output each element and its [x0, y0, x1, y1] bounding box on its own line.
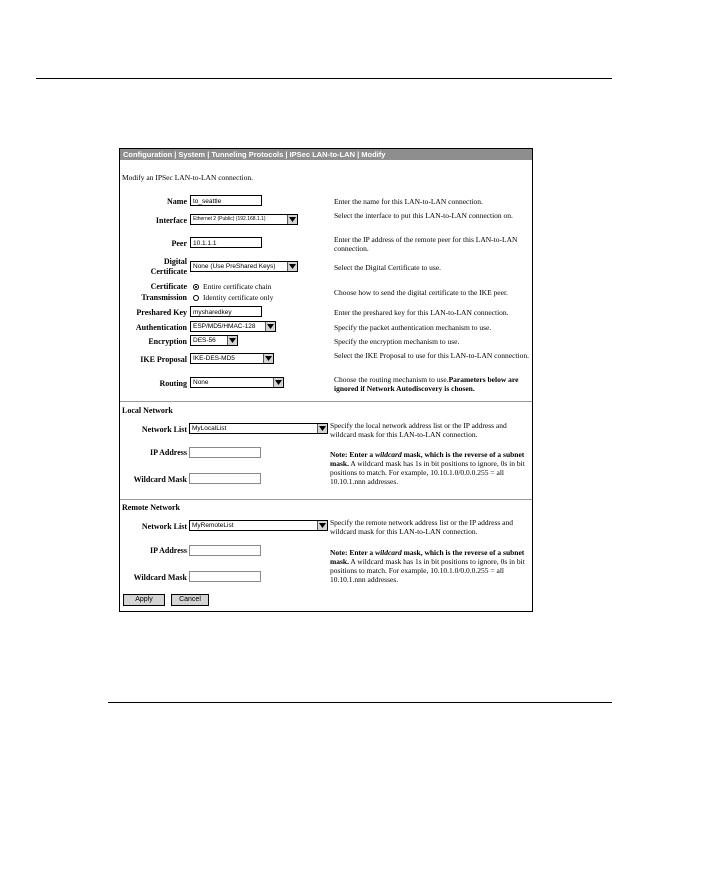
chevron-down-icon[interactable] — [317, 521, 327, 530]
remote-network-list-value: MyRemoteList — [192, 522, 234, 529]
radio-identity-only-label: Identity certificate only — [203, 293, 274, 302]
digital-certificate-help: Select the Digital Certificate to use. — [334, 263, 442, 272]
ike-proposal-help: Select the IKE Proposal to use for this LAN-to-LAN connection. — [334, 351, 529, 360]
routing-value: None — [193, 379, 209, 386]
preshared-key-label: Preshared Key — [136, 308, 187, 317]
chevron-down-icon[interactable] — [287, 215, 297, 224]
local-note-bold1: Note: Enter a — [330, 450, 376, 459]
local-note-plain: A wildcard mask has 1s in bit positions to ignore, 0s in bit positions to match. For example, 10.10.1.0/0.0.0.255 = all 10.10.1.nnn addresses. — [330, 459, 525, 486]
remote-note-plain: A wildcard mask has 1s in bit positions to ignore, 0s in bit positions to match. For example, 10.10.1.0/0.0.0.255 = all 10.10.1.nnn addresses. — [330, 557, 525, 584]
radio-entire-chain-label: Entire certificate chain — [203, 282, 272, 291]
routing-label: Routing — [159, 379, 187, 388]
interface-select[interactable] — [190, 214, 298, 225]
local-network-list-help: Specify the local network address list or the IP address and wildcard mask for this LAN-to-LAN connection. — [330, 421, 507, 439]
chevron-down-icon[interactable] — [287, 262, 297, 271]
authentication-help: Specify the packet authentication mechanism to use. — [334, 323, 492, 332]
remote-network-list-label: Network List — [141, 522, 187, 531]
remote-wildcard-note — [330, 548, 530, 584]
remote-note-bold1: Note: Enter a — [330, 548, 376, 557]
local-wildcard-mask-label: Wildcard Mask — [133, 475, 187, 484]
local-network-list-value: MyLocalList — [192, 425, 227, 432]
cert-transmission-help: Choose how to send the digital certificate to the IKE peer. — [334, 288, 508, 297]
local-network-heading: Local Network — [122, 406, 173, 415]
digital-certificate-value: None (Use PreShared Keys) — [193, 263, 276, 270]
ike-proposal-select[interactable] — [190, 353, 274, 364]
routing-help-text: Choose the routing mechanism to use. — [334, 375, 449, 384]
chevron-down-icon[interactable] — [263, 354, 273, 363]
routing-select[interactable] — [190, 377, 284, 388]
preshared-key-field[interactable]: mysharedkey — [190, 306, 262, 317]
ike-proposal-label: IKE Proposal — [140, 355, 187, 364]
interface-label: Interface — [155, 216, 187, 225]
cert-transmission-label-line1: Certificate — [150, 282, 187, 291]
local-note-bold2: mask, which is the reverse of a subnet mask. — [330, 450, 525, 468]
local-network-list-label: Network List — [141, 425, 187, 434]
name-field[interactable]: to_seattle — [190, 195, 262, 206]
digital-certificate-label-line2: Certificate — [150, 267, 187, 276]
chevron-down-icon[interactable] — [273, 378, 283, 387]
remote-network-list-select[interactable] — [189, 520, 328, 531]
bottom-rule — [108, 702, 612, 703]
remote-network-heading: Remote Network — [122, 503, 180, 512]
local-ip-address-field[interactable] — [189, 447, 261, 458]
peer-label: Peer — [171, 239, 187, 248]
digital-certificate-label-line1: Digital — [163, 257, 187, 266]
encryption-value: DES-56 — [193, 337, 216, 344]
breadcrumb: Configuration | System | Tunneling Protocols | IPSec LAN-to-LAN | Modify — [120, 149, 532, 160]
interface-help: Select the interface to put this LAN-to-LAN connection on. — [334, 211, 513, 220]
top-rule — [36, 78, 612, 79]
remote-note-italic: wildcard — [375, 548, 402, 557]
local-network-list-select[interactable] — [189, 423, 328, 434]
intro-text: Modify an IPSec LAN-to-LAN connection. — [122, 173, 254, 182]
name-label: Name — [167, 197, 187, 206]
authentication-select[interactable] — [190, 321, 276, 332]
local-note-italic: wildcard — [375, 450, 402, 459]
authentication-label: Authentication — [135, 323, 187, 332]
chevron-down-icon[interactable] — [227, 336, 237, 345]
peer-field[interactable]: 10.1.1.1 — [190, 237, 262, 248]
encryption-help: Specify the encryption mechanism to use. — [334, 337, 460, 346]
ike-proposal-value: IKE-DES-MD5 — [193, 355, 235, 362]
remote-ip-address-field[interactable] — [189, 545, 261, 556]
remote-wildcard-mask-label: Wildcard Mask — [133, 573, 187, 582]
local-wildcard-note — [330, 450, 530, 486]
radio-entire-chain[interactable] — [193, 284, 199, 290]
divider — [120, 401, 532, 402]
remote-note-bold2: mask, which is the reverse of a subnet mask. — [330, 548, 525, 566]
digital-certificate-select[interactable] — [190, 261, 298, 272]
screenshot-window — [119, 148, 533, 612]
apply-button[interactable]: Apply — [123, 594, 165, 606]
chevron-down-icon[interactable] — [317, 424, 327, 433]
preshared-key-help: Enter the preshared key for this LAN-to-LAN connection. — [334, 308, 509, 317]
authentication-value: ESP/MD5/HMAC-128 — [193, 323, 256, 330]
routing-help — [334, 375, 532, 393]
local-ip-address-label: IP Address — [150, 448, 187, 457]
peer-help: Enter the IP address of the remote peer for this LAN-to-LAN connection. — [334, 235, 518, 253]
remote-network-list-help: Specify the remote network address list or the IP address and wildcard mask for this LAN-to-LAN connection. — [330, 518, 514, 536]
local-wildcard-mask-field[interactable] — [189, 473, 261, 484]
name-help: Enter the name for this LAN-to-LAN connection. — [334, 197, 483, 206]
cert-transmission-label-line2: Transmission — [141, 293, 187, 302]
encryption-label: Encryption — [148, 337, 187, 346]
cancel-button[interactable]: Cancel — [171, 594, 209, 606]
interface-value: Ethernet 2 (Public) (192.168.1.1) — [193, 216, 266, 222]
routing-help-bold: Parameters below are ignored if Network Autodiscovery is chosen. — [334, 375, 519, 393]
remote-wildcard-mask-field[interactable] — [189, 571, 261, 582]
remote-ip-address-label: IP Address — [150, 546, 187, 555]
chevron-down-icon[interactable] — [265, 322, 275, 331]
radio-identity-only[interactable] — [193, 295, 199, 301]
encryption-select[interactable] — [190, 335, 238, 346]
divider — [120, 499, 532, 500]
